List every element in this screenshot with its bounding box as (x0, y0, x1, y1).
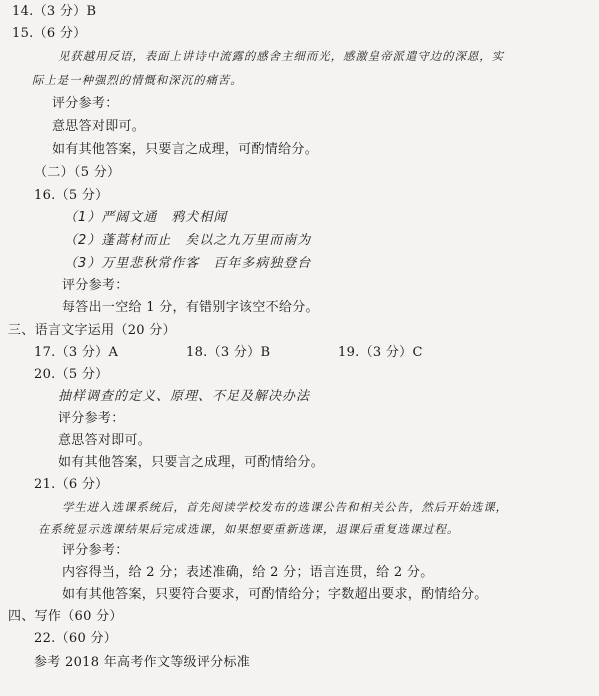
q16-answer-2: （2）蓬蒿材而止 矣以之九万里而南为 (64, 233, 312, 248)
q15-scoring-title: 评分参考： (52, 96, 119, 111)
q15-scoring-1: 意思答对即可。 (52, 119, 146, 134)
q21-scoring-2: 如有其他答案，只要符合要求，可酌情给分；字数超出要求，酌情给分。 (62, 587, 488, 602)
q15-label: 15.（6 分） (12, 26, 87, 41)
q18-answer: 18.（3 分）B (186, 345, 271, 360)
q21-scoring-1: 内容得当，给 2 分；表述准确，给 2 分；语言连贯，给 2 分。 (62, 565, 434, 580)
q20-answer: 抽样调查的定义、原理、不足及解决办法 (58, 389, 311, 404)
q16-scoring-1: 每答出一空给 1 分，有错别字该空不给分。 (62, 300, 319, 315)
q14-answer: 14.（3 分）B (12, 4, 97, 19)
q20-scoring-1: 意思答对即可。 (58, 433, 152, 448)
q15-scoring-2: 如有其他答案，只要言之成理，可酌情给分。 (52, 142, 319, 157)
q21-label: 21.（6 分） (34, 477, 109, 492)
q16-scoring-title: 评分参考： (62, 278, 129, 293)
q21-answer-line1: 学生进入选课系统后，首先阅读学校发布的选课公告和相关公告，然后开始选课， (62, 500, 509, 514)
q17-q19-row (34, 345, 423, 361)
q20-label: 20.（5 分） (34, 367, 109, 382)
q21-scoring-title: 评分参考： (62, 543, 129, 558)
q22-reference: 参考 2018 年高考作文等级评分标准 (34, 655, 251, 670)
q15-answer-line2: 际上是一种强烈的情慨和深沉的痛苦。 (32, 73, 243, 87)
q20-scoring-title: 评分参考： (58, 411, 125, 426)
q19-answer: 19.（3 分）C (338, 345, 423, 360)
section-3-heading: 三、语言文字运用（20 分） (8, 323, 176, 338)
q15-answer-line1: 见获越用反语，表面上讲诗中流露的感舍主细而光，感激皇帝派遣守边的深恩，实 (58, 49, 505, 63)
section-4-heading: 四、写作（60 分） (8, 609, 123, 624)
q21-answer-line2: 在系统显示选课结果后完成选课，如果想要重新选课，退课后重复选课过程。 (38, 522, 460, 536)
q17-answer: 17.（3 分）A (34, 345, 119, 360)
q16-label: 16.（5 分） (34, 188, 109, 203)
q16-answer-3: （3）万里悲秋常作客 百年多病独登台 (64, 256, 312, 271)
q20-scoring-2: 如有其他答案，只要言之成理，可酌情给分。 (58, 455, 325, 470)
q16-answer-1: （1）严阔文通 鸦犬相闻 (64, 210, 228, 225)
q22-label: 22.（60 分） (34, 631, 118, 646)
section-2-heading: （二）（5 分） (34, 165, 121, 180)
